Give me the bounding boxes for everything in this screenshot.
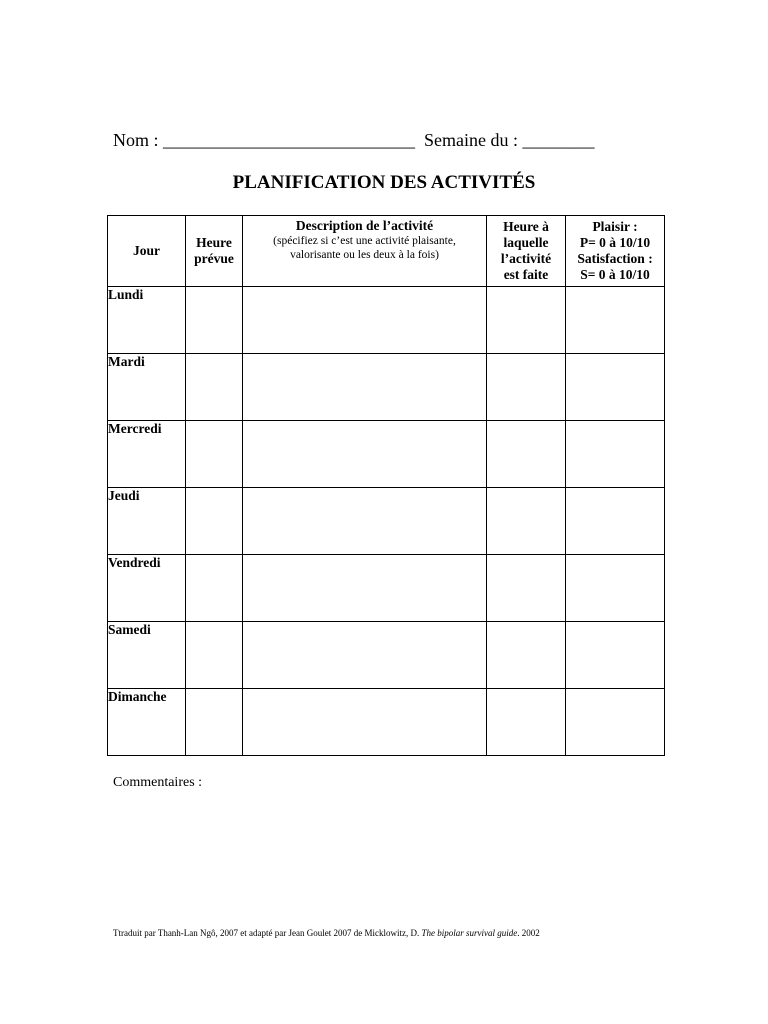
- description-cell[interactable]: [243, 555, 487, 622]
- heure-faite-cell[interactable]: [487, 421, 566, 488]
- heure-faite-cell[interactable]: [487, 689, 566, 756]
- column-header-plaisir-line: S= 0 à 10/10: [580, 267, 650, 282]
- column-header-heure-faite-line: laquelle: [503, 235, 549, 250]
- heure-faite-cell[interactable]: [487, 287, 566, 354]
- heure-faite-cell[interactable]: [487, 555, 566, 622]
- heure-prevue-cell[interactable]: [186, 555, 243, 622]
- heure-prevue-cell[interactable]: [186, 622, 243, 689]
- column-header-description-title: Description de l’activité: [295, 218, 434, 233]
- column-header-plaisir-line: Satisfaction :: [577, 251, 653, 266]
- footer-book-title: The bipolar survival guide: [421, 928, 518, 938]
- column-header-description-note: (spécifiez si c’est une activité plaisante,: [273, 235, 456, 247]
- column-header-heure-prevue: [186, 216, 243, 287]
- column-header-plaisir-line: Plaisir :: [592, 219, 638, 234]
- table-row: [108, 488, 665, 555]
- column-header-jour: Jour: [108, 216, 186, 287]
- heure-faite-cell[interactable]: [487, 488, 566, 555]
- day-label: Lundi: [108, 287, 186, 354]
- heure-prevue-cell[interactable]: [186, 287, 243, 354]
- description-cell[interactable]: [243, 622, 487, 689]
- heure-prevue-cell[interactable]: [186, 354, 243, 421]
- table-row: [108, 421, 665, 488]
- plaisir-satisfaction-cell[interactable]: [566, 354, 665, 421]
- description-cell[interactable]: [243, 287, 487, 354]
- column-header-description: [243, 216, 487, 287]
- plaisir-satisfaction-cell[interactable]: [566, 421, 665, 488]
- table-row: [108, 354, 665, 421]
- activity-planner-table: [107, 215, 665, 756]
- column-header-heure-prevue-line: Heure: [196, 235, 232, 250]
- table-row: [108, 689, 665, 756]
- comments-label: Commentaires :: [113, 775, 203, 790]
- day-label: Mardi: [108, 354, 186, 421]
- description-cell[interactable]: [243, 488, 487, 555]
- description-cell[interactable]: [243, 689, 487, 756]
- heure-prevue-cell[interactable]: [186, 689, 243, 756]
- column-header-heure-faite-line: Heure à: [503, 219, 549, 234]
- column-header-description-note: valorisante ou les deux à la fois): [290, 249, 439, 261]
- column-header-heure-prevue-line: prévue: [194, 251, 234, 266]
- name-week-line: Nom : ____________________________ Semaine du : ________: [113, 130, 595, 150]
- page-title: PLANIFICATION DES ACTIVITÉS: [232, 172, 536, 193]
- plaisir-satisfaction-cell[interactable]: [566, 287, 665, 354]
- column-header-heure-faite: [487, 216, 566, 287]
- heure-faite-cell[interactable]: [487, 622, 566, 689]
- footer-prefix: Ttraduit par Thanh-Lan Ngô, 2007 et adapté par Jean Goulet 2007 de Micklowitz, D.: [113, 928, 422, 938]
- plaisir-satisfaction-cell[interactable]: [566, 555, 665, 622]
- footer-suffix: . 2002: [517, 928, 540, 938]
- column-header-heure-faite-line: est faite: [503, 267, 549, 282]
- column-header-plaisir-line: P= 0 à 10/10: [579, 235, 651, 250]
- column-header-plaisir-satisfaction: [566, 216, 665, 287]
- table-header-row: [108, 216, 665, 287]
- heure-prevue-cell[interactable]: [186, 421, 243, 488]
- description-cell[interactable]: [243, 354, 487, 421]
- day-label: Jeudi: [108, 488, 186, 555]
- footer-citation: [113, 927, 540, 939]
- plaisir-satisfaction-cell[interactable]: [566, 622, 665, 689]
- day-label: Mercredi: [108, 421, 186, 488]
- plaisir-satisfaction-cell[interactable]: [566, 689, 665, 756]
- heure-prevue-cell[interactable]: [186, 488, 243, 555]
- day-label: Vendredi: [108, 555, 186, 622]
- plaisir-satisfaction-cell[interactable]: [566, 488, 665, 555]
- column-header-heure-faite-line: l’activité: [500, 251, 552, 266]
- table-row: [108, 622, 665, 689]
- day-label: Samedi: [108, 622, 186, 689]
- table-row: [108, 555, 665, 622]
- description-cell[interactable]: [243, 421, 487, 488]
- heure-faite-cell[interactable]: [487, 354, 566, 421]
- table-row: [108, 287, 665, 354]
- day-label: Dimanche: [108, 689, 186, 756]
